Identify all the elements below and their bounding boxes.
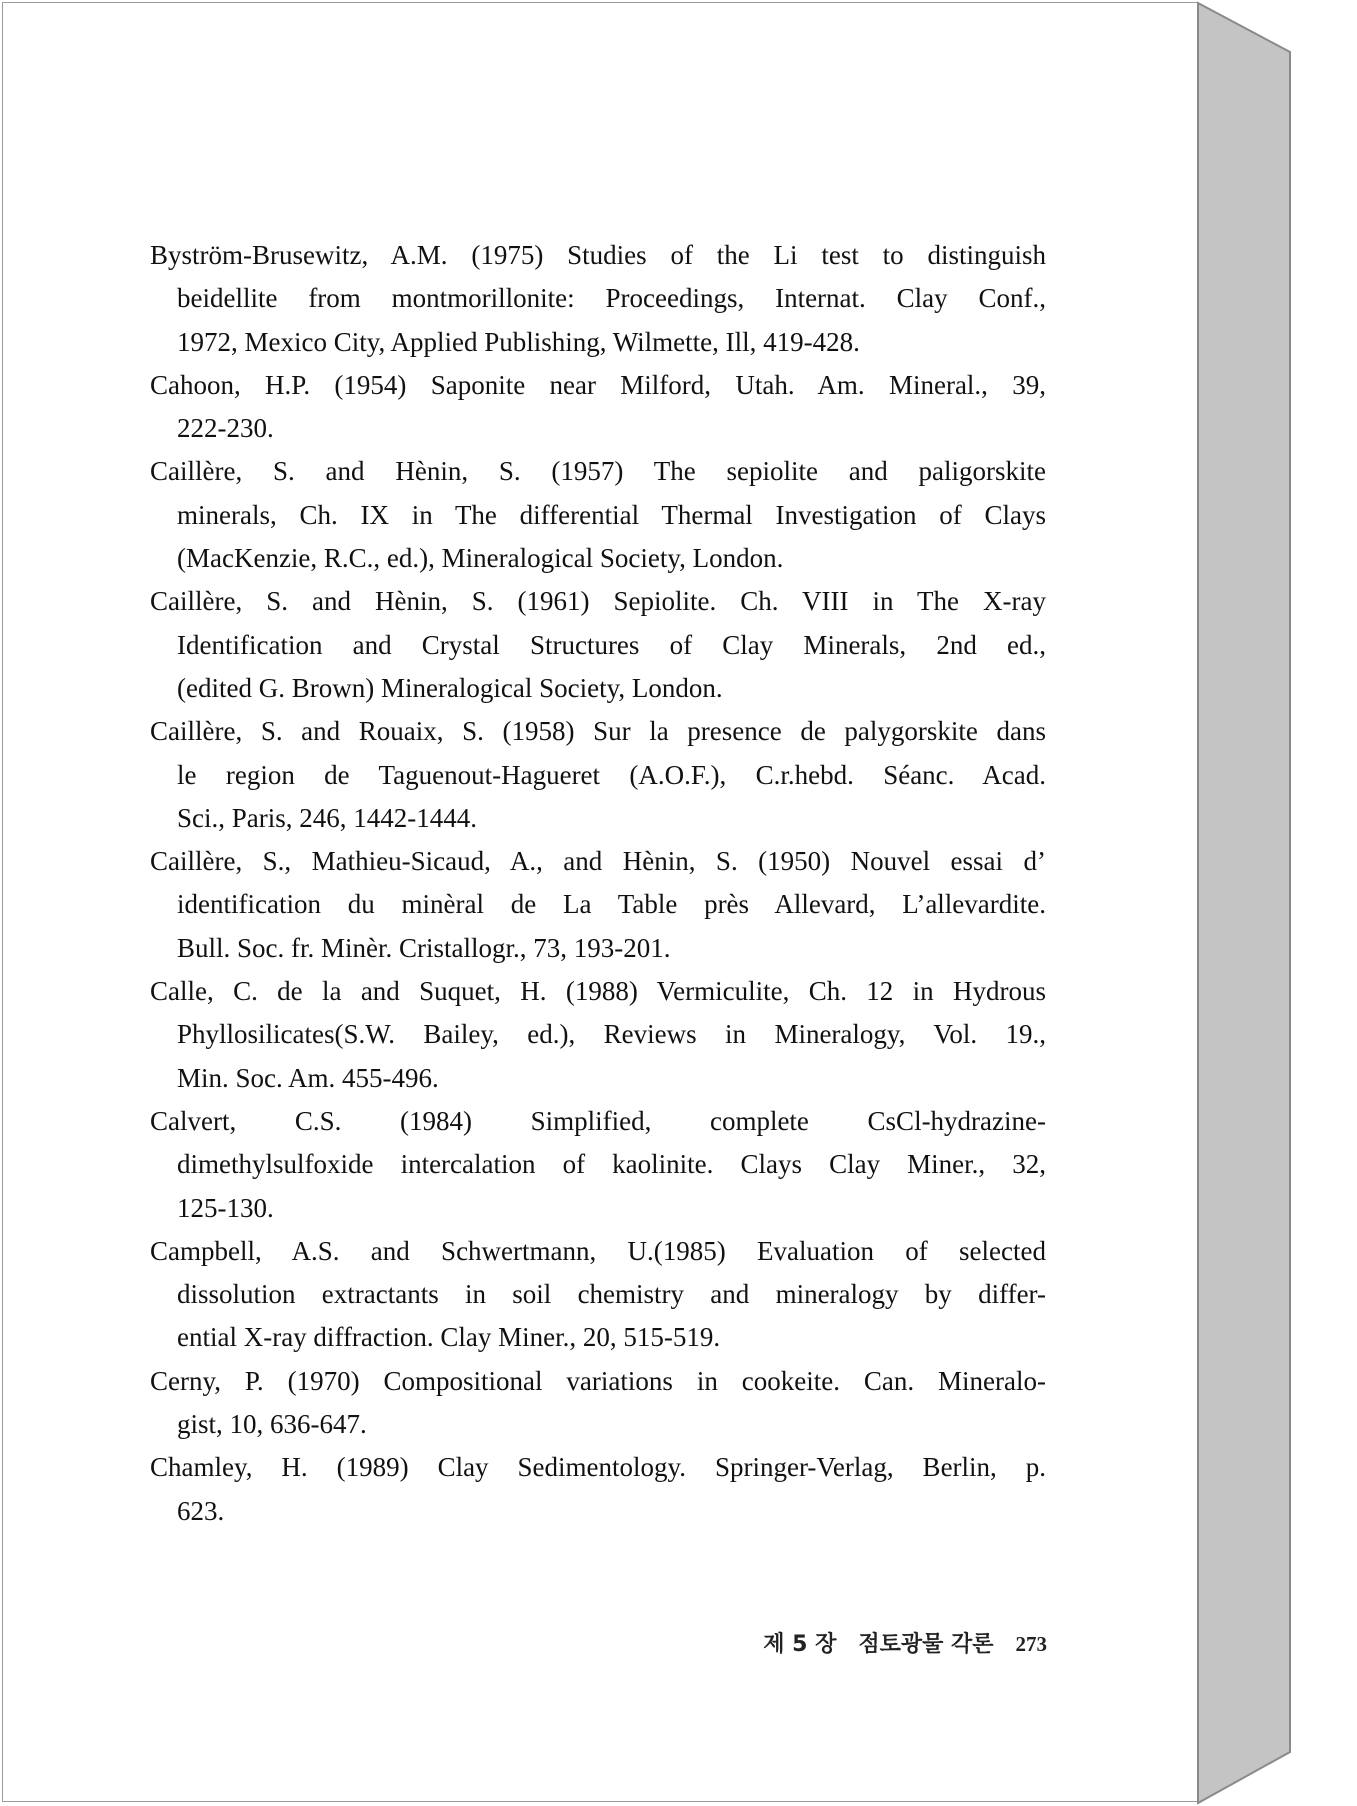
reference-line: Min. Soc. Am. 455-496.: [177, 1062, 439, 1093]
page-footer: [763, 1627, 1047, 1658]
reference-entry: [150, 234, 1046, 364]
reference-line: Caillère, S., Mathieu-Sicaud, A., and Hènin, S. (1950) Nouvel essai d’: [150, 846, 1046, 877]
reference-line: Cerny, P. (1970) Compositional variations in cookeite. Can. Mineralo-: [150, 1365, 1046, 1396]
reference-entry: [150, 1100, 1046, 1230]
reference-line: Caillère, S. and Hènin, S. (1957) The sepiolite and paligorskite: [150, 456, 1046, 487]
reference-entry: [150, 710, 1046, 840]
reference-line: Chamley, H. (1989) Clay Sedimentology. Springer-Verlag, Berlin, p.: [150, 1452, 1046, 1483]
reference-line: le region de Taguenout-Hagueret (A.O.F.), C.r.hebd. Séanc. Acad.: [177, 759, 1046, 790]
reference-line: 623.: [177, 1495, 225, 1526]
reference-line: beidellite from montmorillonite: Proceedings, Internat. Clay Conf.,: [177, 283, 1046, 314]
reference-line: Cahoon, H.P. (1954) Saponite near Milford, Utah. Am. Mineral., 39,: [150, 369, 1046, 400]
reference-line: Bull. Soc. fr. Minèr. Cristallogr., 73, 193-201.: [177, 932, 671, 963]
reference-entry: [150, 450, 1046, 580]
reference-line: 1972, Mexico City, Applied Publishing, Wilmette, Ill, 419-428.: [177, 326, 860, 357]
reference-line: Campbell, A.S. and Schwertmann, U.(1985) Evaluation of selected: [150, 1235, 1046, 1266]
reference-entry: [150, 1230, 1046, 1360]
reference-line: Byström-Brusewitz, A.M. (1975) Studies of the Li test to distinguish: [150, 240, 1046, 270]
reference-line: Caillère, S. and Hènin, S. (1961) Sepiolite. Ch. VIII in The X-ray: [150, 586, 1046, 617]
reference-line: (MacKenzie, R.C., ed.), Mineralogical Society, London.: [177, 543, 784, 574]
reference-entry: [150, 970, 1046, 1100]
chapter-title: 점토광물 각론: [858, 1632, 994, 1657]
reference-entry: [150, 1360, 1046, 1447]
reference-line: dimethylsulfoxide intercalation of kaolinite. Clays Clay Miner., 32,: [177, 1149, 1046, 1180]
reference-entry: [150, 1446, 1046, 1533]
reference-entry: [150, 580, 1046, 710]
reference-line: Calle, C. de la and Suquet, H. (1988) Vermiculite, Ch. 12 in Hydrous: [150, 976, 1046, 1007]
reference-line: minerals, Ch. IX in The differential Thermal Investigation of Clays: [177, 499, 1046, 530]
reference-line: identification du minèral de La Table près Allevard, L’allevardite.: [177, 889, 1046, 920]
reference-line: 222-230.: [177, 413, 274, 444]
reference-line: 125-130.: [177, 1192, 274, 1223]
reference-line: Phyllosilicates(S.W. Bailey, ed.), Reviews in Mineralogy, Vol. 19.,: [177, 1019, 1046, 1050]
reference-line: Identification and Crystal Structures of Clay Minerals, 2nd ed.,: [177, 629, 1046, 660]
reference-entry: [150, 364, 1046, 451]
page-number: 273: [1015, 1632, 1047, 1656]
reference-line: gist, 10, 636-647.: [177, 1409, 367, 1440]
reference-line: dissolution extractants in soil chemistry and mineralogy by differ-: [177, 1279, 1046, 1310]
chapter-label: 제 5 장: [763, 1632, 837, 1657]
reference-entry: [150, 840, 1046, 970]
reference-line: (edited G. Brown) Mineralogical Society, London.: [177, 672, 723, 703]
reference-line: Caillère, S. and Rouaix, S. (1958) Sur la presence de palygorskite dans: [150, 716, 1046, 747]
reference-line: ential X-ray diffraction. Clay Miner., 20, 515-519.: [177, 1322, 721, 1353]
reference-list: [150, 234, 1046, 1533]
reference-line: Calvert, C.S. (1984) Simplified, complete CsCl-hydrazine-: [150, 1105, 1046, 1136]
reference-line: Sci., Paris, 246, 1442-1444.: [177, 802, 477, 833]
